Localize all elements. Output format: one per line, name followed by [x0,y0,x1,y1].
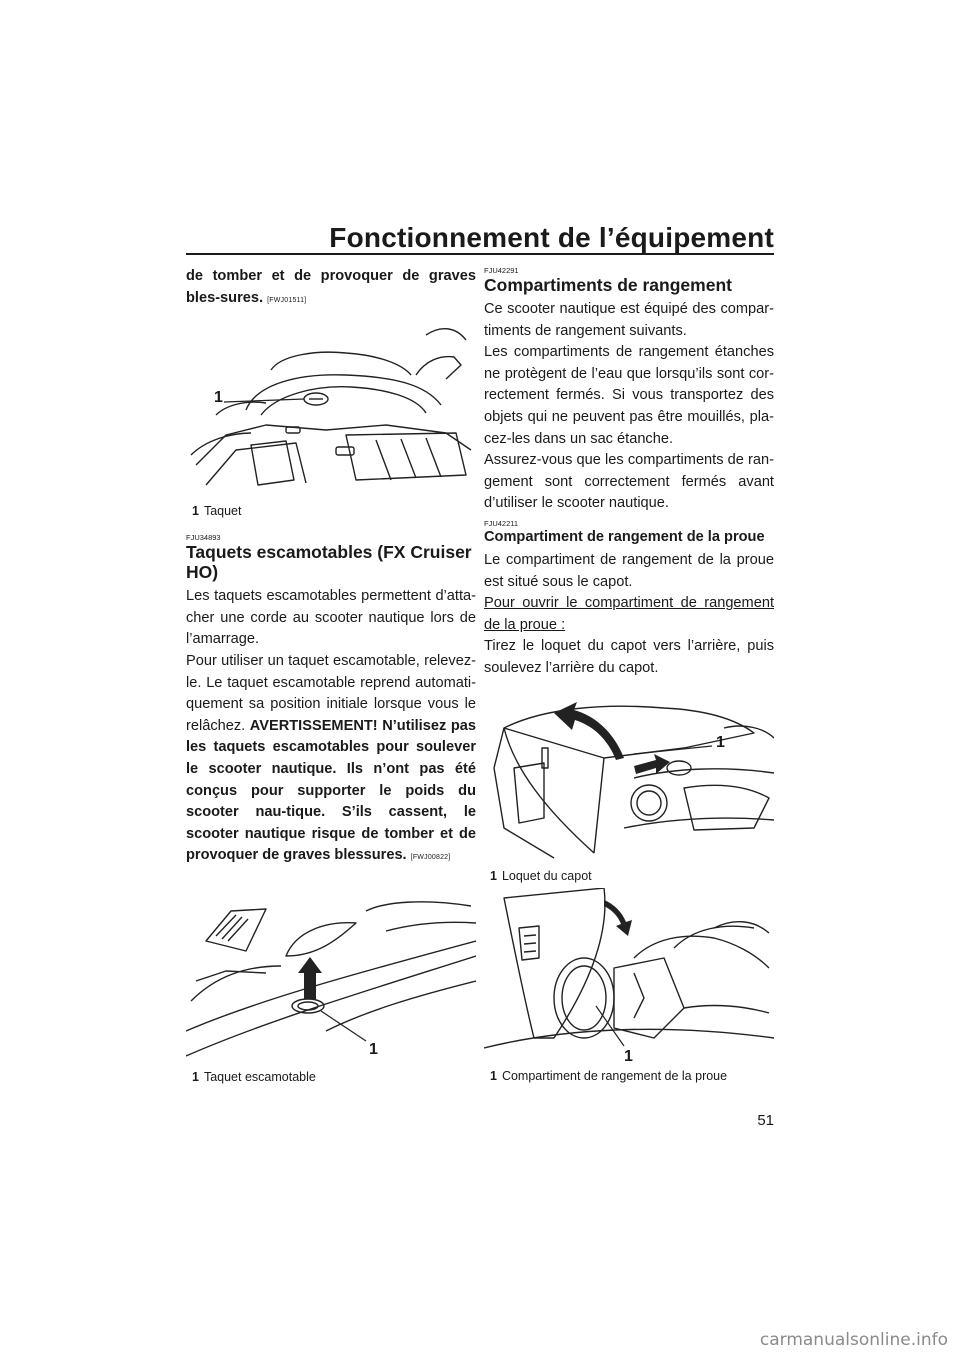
intro-warning-text: de tomber et de provoquer de graves bles-sures. [186,268,476,306]
header-rule [186,253,774,255]
figure-loquet-capot [484,688,774,884]
caption-text: Taquet escamotable [203,1069,316,1084]
compartiments-para-3: Assurez-vous que les compartiments de ran-gement sont correctement fermés avant d’utiliser le scooter nautique. [484,452,774,512]
section-code: FJU34893 [186,533,221,543]
figure-taquet-caption [186,503,476,519]
proue-para-1: Le compartiment de rangement de la proue est situé sous le capot. [484,551,774,590]
figure-compartiment-proue-caption [484,1068,774,1084]
intro-warning [186,266,476,311]
watermark: carmanualsonline.info [759,1330,948,1350]
taquets-warning-code: [FWJ00822] [410,854,451,862]
section-heading-taquets: Taquets escamotables (FX Cruiser HO) [186,542,472,583]
bow-storage-illustration [484,888,774,1068]
proue-subheading: Pour ouvrir le compartiment de rangement de la proue : [484,595,774,633]
left-column [186,266,476,1085]
figure-loquet-capot-caption [484,868,774,884]
caption-text: Loquet du capot [501,868,592,883]
caption-text: Taquet [203,504,242,519]
taquets-para-2 [186,651,476,869]
page-number: 51 [757,1112,774,1129]
hood-latch-illustration [484,688,774,868]
section-code: FJU42291 [484,266,519,275]
caption-number: 1 [490,868,497,883]
retractable-cleat-illustration [186,881,476,1069]
caption-number: 1 [490,1068,497,1083]
taquets-warning: AVERTISSEMENT! N’utilisez pas les taquets escamotables pour soulever le scooter nautique. Ils n’ont pas été conçus pour supporter le poids du scooter nau-tique. S’ils cassent, le scooter nautique risque de tomber et de provoquer de graves blessures. [186,717,476,864]
caption-number: 1 [192,504,199,519]
proue-para-2: Tirez le loquet du capot vers l’arrière, puis soulevez l’arrière du capot. [484,638,774,676]
figure-compartiment-proue-callout: 1 [624,1047,633,1065]
caption-number: 1 [192,1069,199,1084]
figure-loquet-capot-callout: 1 [716,733,725,751]
figure-taquet-escamotable-caption [186,1069,476,1085]
figure-taquet-escamotable [186,881,476,1085]
page-title: Fonctionnement de l’équipement [329,222,774,253]
caption-text: Compartiment de rangement de la proue [501,1068,728,1083]
figure-compartiment-proue [484,888,774,1084]
figure-taquet-escamotable-callout: 1 [369,1040,378,1058]
compartiments-para-1: Ce scooter nautique est équipé des compar-timents de rangement suivants. [484,301,774,339]
intro-warning-code: [FWJ01511] [267,296,307,304]
section-heading-compartiments: Compartiments de rangement [484,275,732,295]
compartiments-para-2: Les compartiments de rangement étanches ne protègent de l’eau que lorsqu’ils sont cor-rectement fermés. Si vous transportez des objets qui ne peuvent pas être mouillés, pla-cez-les dans un sac étanche. [484,344,774,447]
section-code: FJU42211 [484,518,519,528]
figure-taquet [186,315,476,519]
figure-taquet-callout: 1 [214,389,223,407]
section-heading-proue: Compartiment de rangement de la proue [484,528,765,545]
taquets-para-1: Les taquets escamotables permettent d’atta-cher une corde au scooter nautique lors de l’amarrage. [186,588,476,648]
right-column [484,266,774,1084]
taquets-para-2-text: Pour utiliser un taquet escamotable, relevez-le. Le taquet escamotable reprend automati-quement sa position initiale lorsque vous le relâchez. [186,652,476,734]
jetski-rear-illustration [186,315,476,503]
